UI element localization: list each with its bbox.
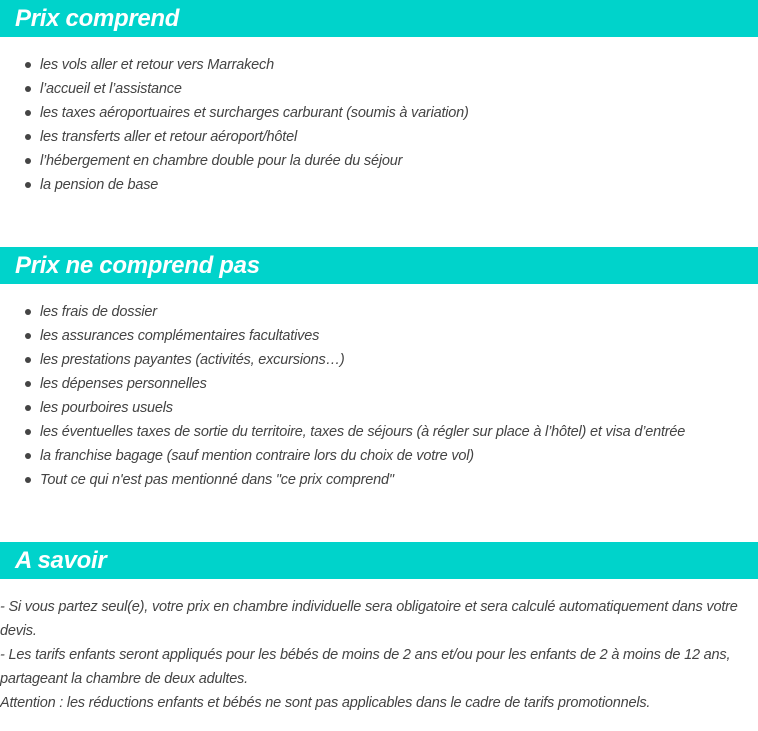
bullet-icon [25,405,31,411]
list-item-text: les pourboires usuels [40,400,173,416]
list-item [0,77,469,101]
list-item-text: les transferts aller et retour aéroport/hôtel [40,129,297,145]
list-item [0,149,469,173]
bullet-icon [25,381,31,387]
section-header-excluded: Prix ne comprend pas [0,247,758,284]
list-item-text: la franchise bagage (sauf mention contraire lors du choix de votre vol) [40,448,474,464]
list-item-text: les éventuelles taxes de sortie du territoire, taxes de séjours (à régler sur place à l’hôtel) et visa d’entrée [40,424,686,440]
info-paragraph-attention: Attention : les réductions enfants et bébés ne sont pas applicables dans le cadre de tarifs promotionnels. [0,695,651,711]
list-item-text: les frais de dossier [40,304,157,320]
list-item-text: Tout ce qui n'est pas mentionné dans "ce prix comprend" [40,472,394,488]
list-item [0,173,469,197]
list-item-text: l’hébergement en chambre double pour la durée du séjour [40,153,403,169]
list-item-text: la pension de base [40,177,159,193]
list-item [0,420,685,444]
bullet-icon [25,110,31,116]
list-item-text: les prestations payantes (activités, excursions…) [40,352,345,368]
list-item-text: l’accueil et l’assistance [40,81,182,97]
bullet-icon [25,158,31,164]
list-item [0,372,685,396]
list-item-text: les taxes aéroportuaires et surcharges carburant (soumis à variation) [40,105,469,121]
bullet-icon [25,62,31,68]
list-item [0,348,685,372]
excluded-list [0,300,685,492]
list-item [0,101,469,125]
section-header-info: A savoir [0,542,758,579]
bullet-icon [25,453,31,459]
bullet-icon [25,333,31,339]
list-item [0,125,469,149]
included-list [0,53,469,197]
list-item [0,53,469,77]
list-item-text: les assurances complémentaires facultatives [40,328,320,344]
list-item-text: les dépenses personnelles [40,376,207,392]
info-block [0,595,758,715]
bullet-icon [25,309,31,315]
info-paragraph-single-room: - Si vous partez seul(e), votre prix en chambre individuelle sera obligatoire et sera calculé automatiquement dans votre devis. [0,599,738,639]
list-item [0,444,685,468]
info-paragraph-child-rates: - Les tarifs enfants seront appliqués pour les bébés de moins de 2 ans et/ou pour les enfants de 2 à moins de 12 ans, partageant la chambre de deux adultes. [0,647,731,687]
bullet-icon [25,134,31,140]
section-header-included: Prix comprend [0,0,758,37]
bullet-icon [25,182,31,188]
bullet-icon [25,477,31,483]
bullet-icon [25,86,31,92]
bullet-icon [25,429,31,435]
list-item [0,396,685,420]
bullet-icon [25,357,31,363]
list-item [0,300,685,324]
list-item [0,324,685,348]
list-item [0,468,685,492]
list-item-text: les vols aller et retour vers Marrakech [40,57,274,73]
